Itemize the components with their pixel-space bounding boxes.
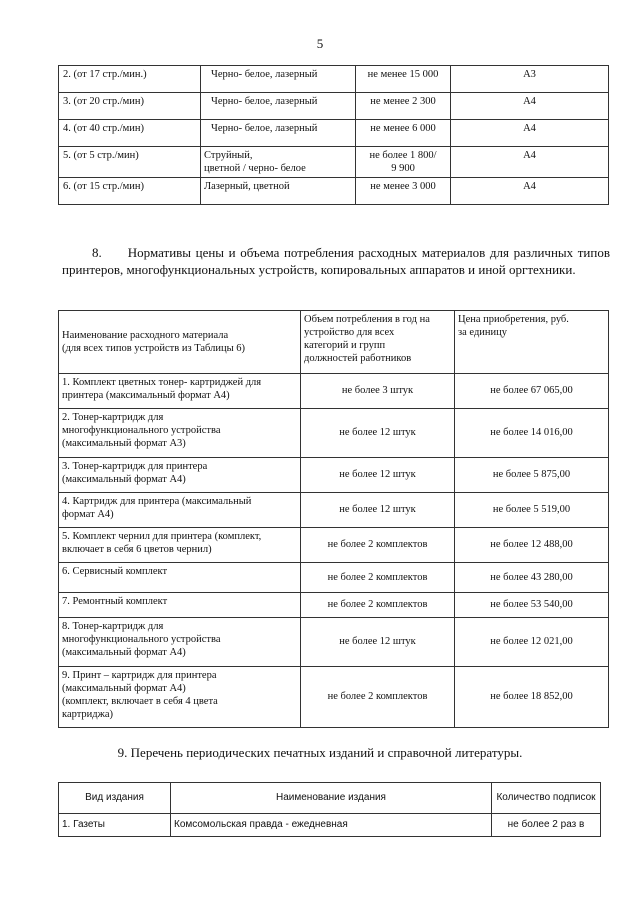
printer-type-cell: 4. (от 40 стр./мин): [59, 120, 201, 147]
material-line: многофункционального устройства: [62, 634, 221, 646]
material-line: 3. Тонер-картридж для принтера: [62, 461, 208, 472]
volume-cell: не более 2 комплектов: [301, 528, 455, 563]
material-line: 8. Тонер-картридж для: [62, 621, 164, 632]
volume-cell: [356, 147, 451, 178]
header-line: (для всех типов устройств из Таблицы 6): [62, 343, 246, 354]
price-cell: не более 18 852,00: [455, 667, 609, 728]
price-cell: не более 12 021,00: [455, 618, 609, 667]
print-mode-line: Струйный,: [204, 150, 253, 161]
material-line: (максимальный формат А4): [62, 683, 186, 695]
printer-type-cell: 6. (от 15 стр./мин): [59, 178, 201, 205]
table-header-row: [59, 311, 609, 374]
material-line: принтера (максимальный формат А4): [62, 390, 230, 402]
volume-cell: не менее 15 000: [356, 66, 451, 93]
material-line: 5. Комплект чернил для принтера (комплект,: [62, 531, 262, 542]
printer-type-cell: 2. (от 17 стр./мин.): [59, 66, 201, 93]
material-line: формат А4): [62, 509, 114, 521]
table-row: [59, 493, 609, 528]
volume-line: 9 900: [391, 163, 415, 175]
header-kind-cell: Вид издания: [59, 783, 171, 814]
format-cell: А4: [451, 178, 609, 205]
table-header-row: [59, 783, 601, 814]
table-row: [59, 178, 609, 205]
volume-cell: не более 12 штук: [301, 409, 455, 458]
price-cell: не более 53 540,00: [455, 593, 609, 618]
volume-cell: не более 2 комплектов: [301, 563, 455, 593]
header-line: должностей работников: [304, 353, 412, 365]
section-8-paragraph: [62, 244, 610, 279]
print-mode-cell: Черно- белое, лазерный: [201, 66, 356, 93]
table-row: [59, 667, 609, 728]
material-name-cell: [59, 618, 301, 667]
material-name-cell: [59, 458, 301, 493]
material-line: 1. Комплект цветных тонер- картриджей для: [62, 377, 262, 388]
volume-cell: не более 2 комплектов: [301, 667, 455, 728]
print-mode-cell: Лазерный, цветной: [201, 178, 356, 205]
table-row: [59, 563, 609, 593]
volume-cell: не более 2 комплектов: [301, 593, 455, 618]
material-line: 4. Картридж для принтера (максимальный: [62, 496, 252, 507]
material-line: (максимальный формат А4): [62, 474, 186, 486]
volume-cell: не менее 3 000: [356, 178, 451, 205]
price-cell: не более 43 280,00: [455, 563, 609, 593]
material-line: картриджа): [62, 709, 114, 721]
header-line: устройство для всех: [304, 327, 395, 339]
consumables-table: [58, 310, 609, 728]
price-cell: не более 5 875,00: [455, 458, 609, 493]
format-cell: А4: [451, 147, 609, 178]
header-name-cell: [59, 311, 301, 374]
volume-cell: не более 12 штук: [301, 618, 455, 667]
material-line: 2. Тонер-картридж для: [62, 412, 164, 423]
volume-cell: не более 3 штук: [301, 374, 455, 409]
printer-types-table: [58, 65, 609, 205]
volume-cell: не более 12 штук: [301, 458, 455, 493]
material-line: (максимальный формат А3): [62, 438, 186, 450]
header-name-cell: Наименование издания: [171, 783, 492, 814]
volume-cell: не менее 6 000: [356, 120, 451, 147]
print-mode-cell: Черно- белое, лазерный: [201, 93, 356, 120]
material-name-cell: 7. Ремонтный комплект: [59, 593, 301, 618]
volume-cell: не менее 2 300: [356, 93, 451, 120]
count-cell: не более 2 раз в: [492, 814, 601, 837]
table-row: [59, 458, 609, 493]
page-number: 5: [316, 36, 324, 51]
header-line: за единицу: [458, 327, 508, 339]
material-line: 9. Принт – картридж для принтера: [62, 670, 217, 681]
table-row: [59, 618, 609, 667]
header-line: Объем потребления в год на: [304, 314, 430, 325]
name-cell: Комсомольская правда - ежедневная: [171, 814, 492, 837]
material-name-cell: [59, 493, 301, 528]
format-cell: А3: [451, 66, 609, 93]
table-row: [59, 147, 609, 178]
volume-cell: не более 12 штук: [301, 493, 455, 528]
table-row: [59, 66, 609, 93]
price-cell: не более 67 065,00: [455, 374, 609, 409]
table-row: [59, 593, 609, 618]
header-line: категорий и групп: [304, 340, 386, 352]
printer-type-cell: 5. (от 5 стр./мин): [59, 147, 201, 178]
table-row: [59, 409, 609, 458]
price-cell: не более 12 488,00: [455, 528, 609, 563]
table-row: [59, 93, 609, 120]
material-name-cell: [59, 409, 301, 458]
printer-type-cell: 3. (от 20 стр./мин): [59, 93, 201, 120]
header-price-cell: [455, 311, 609, 374]
header-volume-cell: [301, 311, 455, 374]
volume-line: не более 1 800/: [369, 150, 437, 161]
material-name-cell: [59, 374, 301, 409]
table-row: [59, 528, 609, 563]
material-line: многофункционального устройства: [62, 425, 221, 437]
print-mode-cell: [201, 147, 356, 178]
periodicals-table: [58, 782, 601, 837]
section-9-heading: 9. Перечень периодических печатных изданий и справочной литературы.: [117, 745, 523, 760]
material-line: (максимальный формат А4): [62, 647, 186, 659]
print-mode-cell: Черно- белое, лазерный: [201, 120, 356, 147]
header-line: Цена приобретения, руб.: [458, 314, 569, 325]
material-line: включает в себя 6 цветов чернил): [62, 544, 212, 556]
material-name-cell: [59, 528, 301, 563]
header-line: Наименование расходного материала: [62, 329, 229, 341]
print-mode-line: цветной / черно- белое: [204, 163, 306, 175]
table-row: [59, 374, 609, 409]
table-row: [59, 814, 601, 837]
section-8-number: 8.: [92, 245, 102, 260]
material-name-cell: 6. Сервисный комплект: [59, 563, 301, 593]
header-count-cell: Количество подписок: [492, 783, 601, 814]
material-line: (комплект, включает в себя 4 цвета: [62, 696, 218, 708]
table-row: [59, 120, 609, 147]
price-cell: не более 5 519,00: [455, 493, 609, 528]
section-8-text: Нормативы цены и объема потребления расходных материалов для различных типов принтеров, многофункциональных устройств, копировальных аппаратов и иной оргтехники.: [62, 245, 610, 278]
format-cell: А4: [451, 120, 609, 147]
format-cell: А4: [451, 93, 609, 120]
material-name-cell: [59, 667, 301, 728]
price-cell: не более 14 016,00: [455, 409, 609, 458]
kind-cell: 1. Газеты: [59, 814, 171, 837]
